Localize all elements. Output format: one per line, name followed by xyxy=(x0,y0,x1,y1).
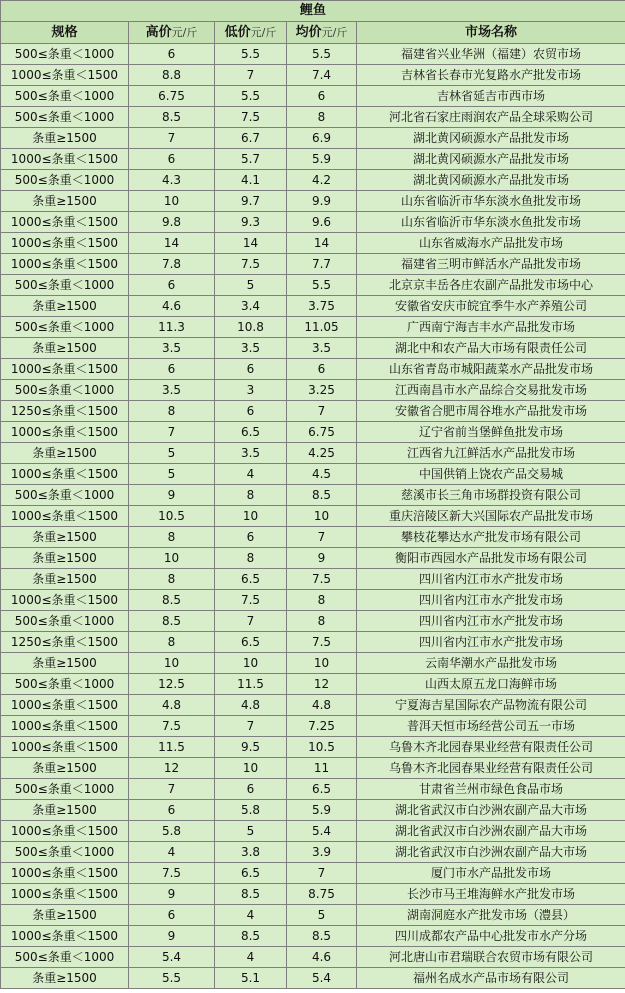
cell-avg-price: 7.25 xyxy=(287,716,357,737)
cell-high-price: 5.4 xyxy=(129,947,215,968)
cell-avg-price: 4.5 xyxy=(287,464,357,485)
cell-avg-price: 6 xyxy=(287,86,357,107)
table-row xyxy=(1,590,625,611)
cell-spec: 500≤条重＜1000 xyxy=(1,674,129,695)
cell-avg-price: 6.75 xyxy=(287,422,357,443)
cell-spec: 500≤条重＜1000 xyxy=(1,317,129,338)
cell-market: 北京京丰岳各庄农副产品批发市场中心 xyxy=(357,275,625,296)
cell-low-price: 3.5 xyxy=(215,338,287,359)
cell-low-price: 6 xyxy=(215,401,287,422)
header-spec xyxy=(1,22,129,44)
header-spec-label: 规格 xyxy=(51,24,78,40)
cell-spec: 1250≤条重＜1500 xyxy=(1,401,129,422)
cell-avg-price: 5.5 xyxy=(287,44,357,65)
cell-high-price: 5 xyxy=(129,464,215,485)
cell-avg-price: 12 xyxy=(287,674,357,695)
table-row xyxy=(1,149,625,170)
cell-low-price: 6 xyxy=(215,527,287,548)
header-avg-price xyxy=(287,22,357,44)
cell-avg-price: 10 xyxy=(287,506,357,527)
cell-avg-price: 4.25 xyxy=(287,443,357,464)
cell-low-price: 5.8 xyxy=(215,800,287,821)
table-row xyxy=(1,674,625,695)
cell-market: 江西南昌市水产品综合交易批发市场 xyxy=(357,380,625,401)
cell-avg-price: 6.5 xyxy=(287,779,357,800)
cell-spec: 1000≤条重＜1500 xyxy=(1,464,129,485)
cell-spec: 条重≥1500 xyxy=(1,569,129,590)
cell-low-price: 7.5 xyxy=(215,590,287,611)
cell-avg-price: 11.05 xyxy=(287,317,357,338)
cell-spec: 500≤条重＜1000 xyxy=(1,779,129,800)
cell-avg-price: 7.5 xyxy=(287,569,357,590)
cell-spec: 条重≥1500 xyxy=(1,296,129,317)
header-low-unit: 元/斤 xyxy=(250,25,277,39)
cell-market: 江西省九江鲜活水产品批发市场 xyxy=(357,443,625,464)
cell-high-price: 11.3 xyxy=(129,317,215,338)
cell-spec: 500≤条重＜1000 xyxy=(1,485,129,506)
cell-spec: 条重≥1500 xyxy=(1,548,129,569)
cell-high-price: 9.8 xyxy=(129,212,215,233)
cell-market: 重庆涪陵区新大兴国际农产品批发市场 xyxy=(357,506,625,527)
cell-avg-price: 8.5 xyxy=(287,926,357,947)
table-row xyxy=(1,569,625,590)
cell-high-price: 10 xyxy=(129,191,215,212)
cell-spec: 1000≤条重＜1500 xyxy=(1,254,129,275)
table-row xyxy=(1,233,625,254)
cell-spec: 500≤条重＜1000 xyxy=(1,611,129,632)
cell-low-price: 11.5 xyxy=(215,674,287,695)
table-row xyxy=(1,296,625,317)
cell-spec: 1000≤条重＜1500 xyxy=(1,506,129,527)
cell-high-price: 12.5 xyxy=(129,674,215,695)
cell-low-price: 7.5 xyxy=(215,254,287,275)
table-row xyxy=(1,947,625,968)
table-row xyxy=(1,380,625,401)
cell-market: 湖北黄冈硕源水产品批发市场 xyxy=(357,149,625,170)
cell-low-price: 8 xyxy=(215,485,287,506)
cell-spec: 500≤条重＜1000 xyxy=(1,842,129,863)
cell-market: 乌鲁木齐北园春果业经营有限责任公司 xyxy=(357,758,625,779)
cell-high-price: 4.8 xyxy=(129,695,215,716)
cell-high-price: 7.5 xyxy=(129,863,215,884)
cell-avg-price: 3.5 xyxy=(287,338,357,359)
cell-market: 湖北黄冈硕源水产品批发市场 xyxy=(357,128,625,149)
cell-low-price: 6.5 xyxy=(215,422,287,443)
cell-spec: 500≤条重＜1000 xyxy=(1,275,129,296)
cell-market: 辽宁省前当堡鲜鱼批发市场 xyxy=(357,422,625,443)
cell-spec: 1000≤条重＜1500 xyxy=(1,590,129,611)
table-title: 鲤鱼 xyxy=(1,1,625,22)
cell-market: 云南华潮水产品批发市场 xyxy=(357,653,625,674)
cell-avg-price: 8 xyxy=(287,107,357,128)
cell-low-price: 9.3 xyxy=(215,212,287,233)
cell-spec: 1000≤条重＜1500 xyxy=(1,884,129,905)
cell-avg-price: 4.8 xyxy=(287,695,357,716)
cell-spec: 条重≥1500 xyxy=(1,758,129,779)
cell-market: 吉林省长春市光复路水产批发市场 xyxy=(357,65,625,86)
cell-low-price: 4 xyxy=(215,905,287,926)
cell-market: 四川省内江市水产批发市场 xyxy=(357,611,625,632)
table-row xyxy=(1,44,625,65)
cell-spec: 条重≥1500 xyxy=(1,128,129,149)
cell-high-price: 10 xyxy=(129,653,215,674)
cell-low-price: 5.1 xyxy=(215,968,287,989)
table-row xyxy=(1,737,625,758)
cell-high-price: 12 xyxy=(129,758,215,779)
table-row xyxy=(1,821,625,842)
cell-avg-price: 9 xyxy=(287,548,357,569)
cell-high-price: 7.5 xyxy=(129,716,215,737)
cell-spec: 条重≥1500 xyxy=(1,443,129,464)
cell-market: 四川成都农产品中心批发市水产分场 xyxy=(357,926,625,947)
cell-market: 安徽省合肥市周谷堆水产品批发市场 xyxy=(357,401,625,422)
cell-market: 攀枝花攀达水产批发市场有限公司 xyxy=(357,527,625,548)
cell-avg-price: 10.5 xyxy=(287,737,357,758)
cell-high-price: 4 xyxy=(129,842,215,863)
table-row xyxy=(1,779,625,800)
cell-high-price: 7 xyxy=(129,128,215,149)
cell-avg-price: 8 xyxy=(287,590,357,611)
cell-avg-price: 8 xyxy=(287,611,357,632)
cell-low-price: 3.8 xyxy=(215,842,287,863)
cell-avg-price: 5.9 xyxy=(287,149,357,170)
table-row xyxy=(1,842,625,863)
table-row xyxy=(1,275,625,296)
cell-low-price: 5 xyxy=(215,821,287,842)
cell-market: 湖北省武汉市白沙洲农副产品大市场 xyxy=(357,821,625,842)
cell-high-price: 7 xyxy=(129,779,215,800)
cell-avg-price: 7.4 xyxy=(287,65,357,86)
cell-low-price: 7.5 xyxy=(215,107,287,128)
cell-avg-price: 6.9 xyxy=(287,128,357,149)
cell-low-price: 4.1 xyxy=(215,170,287,191)
cell-low-price: 5.5 xyxy=(215,86,287,107)
cell-spec: 1000≤条重＜1500 xyxy=(1,926,129,947)
cell-avg-price: 11 xyxy=(287,758,357,779)
cell-market: 广西南宁海吉丰水产品批发市场 xyxy=(357,317,625,338)
cell-market: 四川省内江市水产批发市场 xyxy=(357,632,625,653)
cell-spec: 条重≥1500 xyxy=(1,527,129,548)
cell-high-price: 8.5 xyxy=(129,107,215,128)
table-row xyxy=(1,905,625,926)
cell-high-price: 4.6 xyxy=(129,296,215,317)
table-row xyxy=(1,926,625,947)
cell-spec: 500≤条重＜1000 xyxy=(1,380,129,401)
header-avg-label: 均价 xyxy=(295,24,322,40)
cell-market: 慈溪市长三角市场群投资有限公司 xyxy=(357,485,625,506)
cell-avg-price: 8.75 xyxy=(287,884,357,905)
cell-market: 山东省临沂市华东淡水鱼批发市场 xyxy=(357,212,625,233)
cell-high-price: 8.8 xyxy=(129,65,215,86)
cell-market: 河北省石家庄雨润农产品全球采购公司 xyxy=(357,107,625,128)
cell-spec: 1250≤条重＜1500 xyxy=(1,632,129,653)
cell-avg-price: 7 xyxy=(287,863,357,884)
cell-low-price: 4.8 xyxy=(215,695,287,716)
cell-high-price: 6.75 xyxy=(129,86,215,107)
cell-avg-price: 7 xyxy=(287,401,357,422)
cell-high-price: 4.3 xyxy=(129,170,215,191)
cell-low-price: 7 xyxy=(215,611,287,632)
table-row xyxy=(1,107,625,128)
cell-high-price: 3.5 xyxy=(129,380,215,401)
cell-market: 安徽省安庆市皖宜季牛水产养殖公司 xyxy=(357,296,625,317)
cell-spec: 1000≤条重＜1500 xyxy=(1,149,129,170)
table-row xyxy=(1,548,625,569)
table-row xyxy=(1,758,625,779)
cell-high-price: 6 xyxy=(129,44,215,65)
cell-low-price: 6.5 xyxy=(215,632,287,653)
cell-avg-price: 9.9 xyxy=(287,191,357,212)
cell-avg-price: 4.2 xyxy=(287,170,357,191)
cell-high-price: 10 xyxy=(129,548,215,569)
cell-spec: 条重≥1500 xyxy=(1,968,129,989)
cell-low-price: 7 xyxy=(215,65,287,86)
cell-high-price: 8 xyxy=(129,632,215,653)
table-row xyxy=(1,611,625,632)
header-high-unit: 元/斤 xyxy=(171,25,198,39)
cell-high-price: 14 xyxy=(129,233,215,254)
table-row xyxy=(1,212,625,233)
cell-spec: 500≤条重＜1000 xyxy=(1,44,129,65)
cell-low-price: 9.7 xyxy=(215,191,287,212)
cell-market: 湖北中和农产品大市场有限责任公司 xyxy=(357,338,625,359)
cell-avg-price: 5.4 xyxy=(287,821,357,842)
cell-market: 山东省临沂市华东淡水鱼批发市场 xyxy=(357,191,625,212)
table-row xyxy=(1,86,625,107)
cell-market: 福建省兴业华洲（福建）农贸市场 xyxy=(357,44,625,65)
cell-market: 甘肃省兰州市绿色食品市场 xyxy=(357,779,625,800)
table-row xyxy=(1,485,625,506)
cell-high-price: 5 xyxy=(129,443,215,464)
cell-low-price: 10.8 xyxy=(215,317,287,338)
cell-high-price: 8 xyxy=(129,527,215,548)
cell-low-price: 14 xyxy=(215,233,287,254)
header-market xyxy=(357,22,625,44)
cell-spec: 条重≥1500 xyxy=(1,800,129,821)
cell-market: 吉林省延吉市西市场 xyxy=(357,86,625,107)
cell-spec: 条重≥1500 xyxy=(1,653,129,674)
table-row xyxy=(1,653,625,674)
table-row xyxy=(1,863,625,884)
cell-avg-price: 5.5 xyxy=(287,275,357,296)
cell-avg-price: 14 xyxy=(287,233,357,254)
cell-spec: 500≤条重＜1000 xyxy=(1,107,129,128)
header-low-price xyxy=(215,22,287,44)
cell-high-price: 10.5 xyxy=(129,506,215,527)
cell-low-price: 6.5 xyxy=(215,863,287,884)
cell-high-price: 6 xyxy=(129,359,215,380)
cell-spec: 1000≤条重＜1500 xyxy=(1,65,129,86)
table-row xyxy=(1,968,625,989)
cell-avg-price: 4.6 xyxy=(287,947,357,968)
cell-avg-price: 6 xyxy=(287,359,357,380)
cell-market: 福州名成水产品市场有限公司 xyxy=(357,968,625,989)
cell-market: 山西太原五龙口海鲜市场 xyxy=(357,674,625,695)
header-high-price xyxy=(129,22,215,44)
cell-high-price: 6 xyxy=(129,905,215,926)
cell-high-price: 8.5 xyxy=(129,590,215,611)
cell-spec: 1000≤条重＜1500 xyxy=(1,212,129,233)
cell-market: 湖北省武汉市白沙洲农副产品大市场 xyxy=(357,842,625,863)
cell-high-price: 6 xyxy=(129,149,215,170)
cell-spec: 1000≤条重＜1500 xyxy=(1,737,129,758)
cell-spec: 500≤条重＜1000 xyxy=(1,947,129,968)
cell-market: 衡阳市西园水产品批发市场有限公司 xyxy=(357,548,625,569)
cell-low-price: 5 xyxy=(215,275,287,296)
cell-high-price: 8.5 xyxy=(129,611,215,632)
cell-market: 厦门市水产品批发市场 xyxy=(357,863,625,884)
cell-avg-price: 3.25 xyxy=(287,380,357,401)
header-avg-unit: 元/斤 xyxy=(321,25,348,39)
cell-high-price: 9 xyxy=(129,485,215,506)
cell-low-price: 7 xyxy=(215,716,287,737)
cell-spec: 1000≤条重＜1500 xyxy=(1,359,129,380)
table-row xyxy=(1,359,625,380)
cell-avg-price: 5.9 xyxy=(287,800,357,821)
header-high-label: 高价 xyxy=(145,24,172,40)
table-row xyxy=(1,506,625,527)
cell-spec: 1000≤条重＜1500 xyxy=(1,233,129,254)
cell-high-price: 3.5 xyxy=(129,338,215,359)
cell-spec: 条重≥1500 xyxy=(1,905,129,926)
cell-spec: 1000≤条重＜1500 xyxy=(1,716,129,737)
cell-market: 宁夏海吉星国际农产品物流有限公司 xyxy=(357,695,625,716)
cell-low-price: 8 xyxy=(215,548,287,569)
table-row xyxy=(1,632,625,653)
cell-low-price: 4 xyxy=(215,464,287,485)
cell-low-price: 6.7 xyxy=(215,128,287,149)
cell-low-price: 10 xyxy=(215,506,287,527)
cell-avg-price: 9.6 xyxy=(287,212,357,233)
cell-low-price: 8.5 xyxy=(215,884,287,905)
cell-avg-price: 7.7 xyxy=(287,254,357,275)
cell-avg-price: 8.5 xyxy=(287,485,357,506)
table-row xyxy=(1,317,625,338)
cell-high-price: 9 xyxy=(129,926,215,947)
cell-avg-price: 3.75 xyxy=(287,296,357,317)
cell-spec: 条重≥1500 xyxy=(1,191,129,212)
cell-spec: 条重≥1500 xyxy=(1,338,129,359)
cell-high-price: 6 xyxy=(129,275,215,296)
table-row xyxy=(1,65,625,86)
title-row xyxy=(1,1,625,22)
cell-market: 山东省青岛市城阳蔬菜水产品批发市场 xyxy=(357,359,625,380)
table-row xyxy=(1,695,625,716)
cell-high-price: 7.8 xyxy=(129,254,215,275)
table-row xyxy=(1,800,625,821)
header-market-label: 市场名称 xyxy=(465,24,518,40)
cell-spec: 1000≤条重＜1500 xyxy=(1,863,129,884)
cell-market: 中国供销上饶农产品交易城 xyxy=(357,464,625,485)
table-row xyxy=(1,191,625,212)
cell-high-price: 8 xyxy=(129,569,215,590)
cell-market: 乌鲁木齐北园春果业经营有限责任公司 xyxy=(357,737,625,758)
cell-spec: 500≤条重＜1000 xyxy=(1,170,129,191)
cell-high-price: 9 xyxy=(129,884,215,905)
cell-low-price: 6 xyxy=(215,359,287,380)
cell-avg-price: 10 xyxy=(287,653,357,674)
cell-low-price: 4 xyxy=(215,947,287,968)
cell-market: 湖北黄冈硕源水产品批发市场 xyxy=(357,170,625,191)
cell-high-price: 6 xyxy=(129,800,215,821)
cell-low-price: 6.5 xyxy=(215,569,287,590)
cell-market: 长沙市马王堆海鲜水产批发市场 xyxy=(357,884,625,905)
cell-low-price: 5.7 xyxy=(215,149,287,170)
table-row xyxy=(1,170,625,191)
cell-low-price: 3.4 xyxy=(215,296,287,317)
cell-high-price: 7 xyxy=(129,422,215,443)
cell-market: 四川省内江市水产批发市场 xyxy=(357,590,625,611)
cell-high-price: 8 xyxy=(129,401,215,422)
cell-avg-price: 5.4 xyxy=(287,968,357,989)
cell-spec: 1000≤条重＜1500 xyxy=(1,695,129,716)
cell-low-price: 3 xyxy=(215,380,287,401)
cell-market: 山东省威海水产品批发市场 xyxy=(357,233,625,254)
cell-spec: 1000≤条重＜1500 xyxy=(1,422,129,443)
cell-high-price: 5.8 xyxy=(129,821,215,842)
cell-low-price: 5.5 xyxy=(215,44,287,65)
cell-market: 河北唐山市君瑞联合农贸市场有限公司 xyxy=(357,947,625,968)
cell-low-price: 9.5 xyxy=(215,737,287,758)
cell-low-price: 6 xyxy=(215,779,287,800)
table-row xyxy=(1,338,625,359)
cell-market: 福建省三明市鲜活水产品批发市场 xyxy=(357,254,625,275)
cell-high-price: 11.5 xyxy=(129,737,215,758)
cell-market: 湖南洞庭水产批发市场（澧县） xyxy=(357,905,625,926)
cell-market: 四川省内江市水产批发市场 xyxy=(357,569,625,590)
cell-low-price: 10 xyxy=(215,758,287,779)
cell-avg-price: 7 xyxy=(287,527,357,548)
cell-avg-price: 7.5 xyxy=(287,632,357,653)
cell-spec: 500≤条重＜1000 xyxy=(1,86,129,107)
table-row xyxy=(1,884,625,905)
table-row xyxy=(1,716,625,737)
header-low-label: 低价 xyxy=(224,24,251,40)
cell-low-price: 3.5 xyxy=(215,443,287,464)
table-row xyxy=(1,527,625,548)
cell-low-price: 8.5 xyxy=(215,926,287,947)
cell-market: 湖北省武汉市白沙洲农副产品大市场 xyxy=(357,800,625,821)
cell-low-price: 10 xyxy=(215,653,287,674)
table-row xyxy=(1,401,625,422)
table-row xyxy=(1,422,625,443)
cell-high-price: 5.5 xyxy=(129,968,215,989)
table-row xyxy=(1,128,625,149)
cell-spec: 1000≤条重＜1500 xyxy=(1,821,129,842)
cell-avg-price: 5 xyxy=(287,905,357,926)
table-row xyxy=(1,254,625,275)
cell-avg-price: 3.9 xyxy=(287,842,357,863)
table-row xyxy=(1,464,625,485)
cell-market: 普洱天恒市场经营公司五一市场 xyxy=(357,716,625,737)
table-row xyxy=(1,443,625,464)
header-row xyxy=(1,22,625,44)
